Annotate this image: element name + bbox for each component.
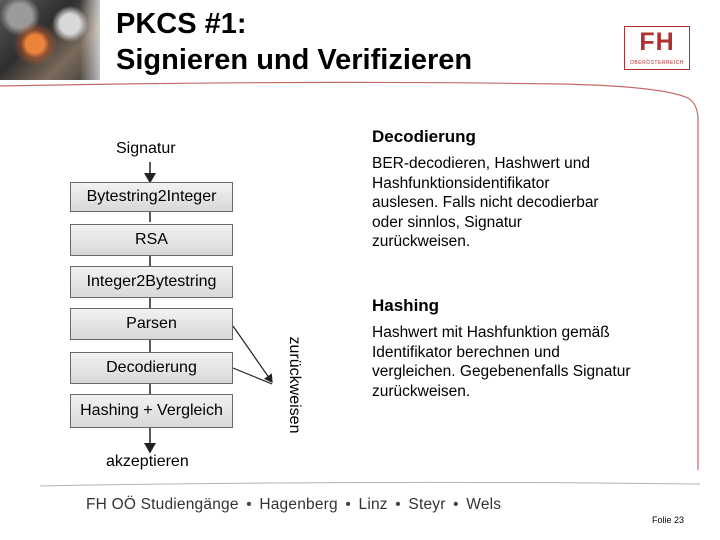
flow-start-label: Signatur <box>116 140 176 157</box>
reject-label <box>286 330 302 440</box>
step-parsen: Parsen <box>70 308 233 340</box>
step-hashing-vergleich: Hashing + Vergleich <box>70 394 233 428</box>
reject-arrow-parsen <box>233 326 272 382</box>
footer-separator: • <box>453 496 459 513</box>
step-integer2bytestring: Integer2Bytestring <box>70 266 233 298</box>
footer-separator: • <box>395 496 401 513</box>
reject-label-text: zurückweisen <box>286 336 303 434</box>
reject-arrow-decodierung <box>233 368 272 384</box>
footer-item-linz: Linz <box>358 496 388 513</box>
footer <box>86 496 501 514</box>
footer-item-studiengaenge: FH OÖ Studiengänge <box>86 496 239 513</box>
section-decodierung-heading: Decodierung <box>372 127 476 146</box>
section-hashing-heading: Hashing <box>372 296 440 315</box>
section-hashing-body: Hashwert mit Hashfunktion gemäß Identifikator berechnen und vergleichen. Gegebenenfalls Signatur zurückweisen. <box>372 324 631 400</box>
footer-line <box>40 482 700 486</box>
accept-label: akzeptieren <box>106 453 189 470</box>
step-rsa: RSA <box>70 224 233 256</box>
fh-logo-text: FH <box>639 28 675 56</box>
fh-logo-subtext: OBERÖSTERREICH <box>630 60 684 66</box>
step-decodierung: Decodierung <box>70 352 233 384</box>
footer-separator: • <box>246 496 252 513</box>
section-decodierung-body: BER-decodieren, Hashwert und Hashfunktionsidentifikator auslesen. Falls nicht decodierbar oder sinnlos, Signatur zurückweisen. <box>372 155 599 250</box>
slide-title-line-2: Signieren und Verifizieren <box>116 44 473 76</box>
slide-title-line-1: PKCS #1: <box>116 8 247 40</box>
slide-number: Folie 23 <box>652 515 685 525</box>
footer-item-hagenberg: Hagenberg <box>259 496 338 513</box>
step-bytestring2integer: Bytestring2Integer <box>70 182 233 212</box>
footer-item-wels: Wels <box>466 496 502 513</box>
footer-item-steyr: Steyr <box>408 496 446 513</box>
footer-separator: • <box>345 496 351 513</box>
